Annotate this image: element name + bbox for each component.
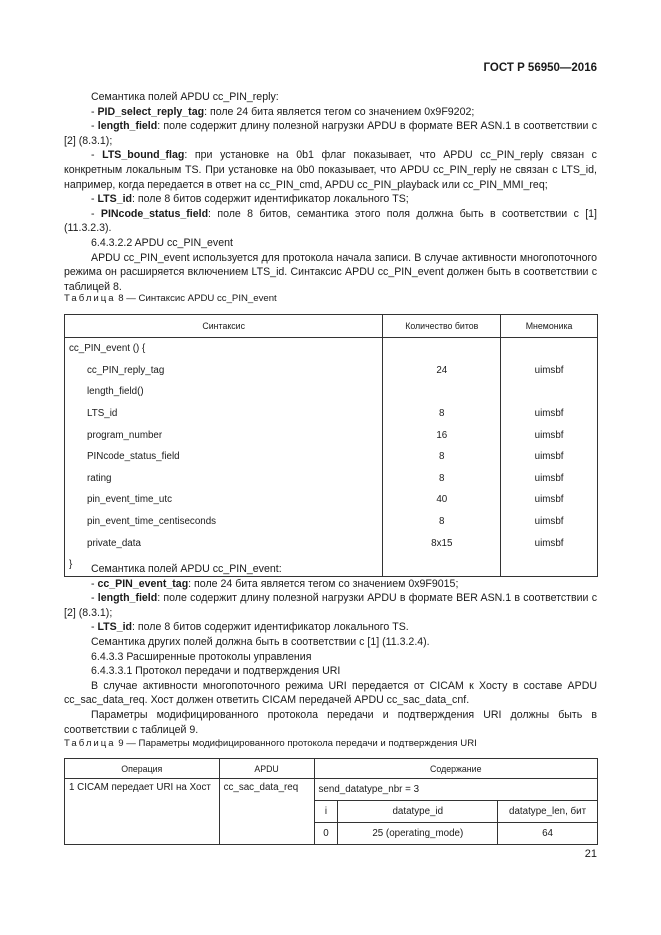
- mnemonic-cell: uimsbf: [501, 532, 598, 554]
- field-name: cc_PIN_event_tag: [97, 577, 189, 590]
- field-desc: - cc_PIN_event_tag: поле 24 бита является тегом со значением 0x9F9015;: [91, 577, 459, 590]
- mnemonic-cell: uimsbf: [501, 424, 598, 446]
- syntax-cell: pin_event_time_utc: [65, 489, 383, 511]
- field-text: : поле 24 бита является тегом со значением 0x9F9202;: [204, 105, 475, 118]
- content-cell: send_datatype_nbr = 3: [314, 779, 597, 801]
- caption-label: Таблица: [64, 293, 116, 304]
- mnemonic-cell: uimsbf: [501, 360, 598, 382]
- cc-pin-event-semantics: [64, 562, 597, 737]
- bits-cell: 16: [383, 424, 501, 446]
- table-row: [65, 360, 598, 382]
- field-desc: - LTS_id: поле 8 битов содержит идентификатор локального TS;: [91, 193, 409, 206]
- syntax-cell: program_number: [65, 424, 383, 446]
- field-desc: - LTS_id: поле 8 битов содержит идентификатор локального TS.: [91, 621, 409, 634]
- table-row: [65, 489, 598, 511]
- field-text: : поле 8 битов содержит идентификатор локального TS;: [132, 193, 409, 206]
- field-name: LTS_id: [97, 193, 133, 206]
- bits-cell: [383, 381, 501, 403]
- field-desc: - PID_select_reply_tag: поле 24 бита является тегом со значением 0x9F9202;: [91, 105, 475, 118]
- mnemonic-cell: uimsbf: [501, 446, 598, 468]
- table-header-row: [65, 759, 598, 779]
- table9: [64, 758, 598, 845]
- field-name: length_field: [97, 592, 158, 605]
- section-heading: 6.4.3.3.1 Протокол передачи и подтверждения URI: [91, 665, 341, 678]
- table8: [64, 314, 598, 577]
- section-heading: 6.4.3.2.2 APDU cc_PIN_event: [91, 236, 233, 249]
- intro: Семантика полей APDU cc_PIN_event:: [91, 563, 282, 575]
- body-text: Параметры модифицированного протокола передачи и подтверждения URI должны быть в соответствии с таблицей 9.: [64, 708, 597, 736]
- field-name: PINcode_status_field: [100, 207, 209, 220]
- syntax-cell: PINcode_status_field: [65, 446, 383, 468]
- body-text: APDU cc_PIN_event используется для протокола начала записи. В случае активности многопоточного режима он расширяется включением LTS_id. Синтаксис APDU cc_PIN_event должен быть в соответствии с таблицей 8.: [64, 251, 597, 293]
- table-row: [65, 403, 598, 425]
- mnemonic-cell: [501, 381, 598, 403]
- mnemonic-cell: [501, 338, 598, 360]
- bits-cell: 8: [383, 468, 501, 490]
- column-header: Количество битов: [383, 315, 501, 338]
- column-header: Мнемоника: [501, 315, 598, 338]
- table-header-row: [65, 315, 598, 338]
- table8-caption: [64, 293, 277, 304]
- sub-cell: 25 (operating_mode): [338, 823, 498, 845]
- body-text: Семантика других полей должна быть в соответствии с [1] (11.3.2.4).: [91, 635, 430, 648]
- syntax-cell: rating: [65, 468, 383, 490]
- syntax-cell: LTS_id: [65, 403, 383, 425]
- column-header: APDU: [219, 759, 314, 779]
- table-row: [65, 338, 598, 360]
- field-desc: - PINcode_status_field: поле 8 битов, семантика этого поля должна быть в соответствии с [1] (11.3.2.3).: [64, 207, 597, 235]
- caption-title: 8 — Синтаксис APDU cc_PIN_event: [115, 293, 277, 304]
- table-row: [65, 381, 598, 403]
- sub-cell: 0: [314, 823, 338, 845]
- sub-header: i: [314, 801, 338, 823]
- syntax-cell: cc_PIN_reply_tag: [65, 360, 383, 382]
- column-header: Содержание: [314, 759, 597, 779]
- apdu-cell: cc_sac_data_req: [219, 779, 314, 845]
- table-row: [65, 446, 598, 468]
- caption-title: 9 — Параметры модифицированного протокола передачи и подтверждения URI: [115, 738, 477, 749]
- table-row: [65, 468, 598, 490]
- field-name: length_field: [97, 120, 158, 133]
- field-name: LTS_id: [97, 621, 133, 634]
- column-header: Операция: [65, 759, 220, 779]
- body-text: В случае активности многопоточного режима URI передается от CICAM к Хосту в составе APDU cc_sac_data_req. Хост должен ответить CICAM передачей APDU cc_sac_data_cnf.: [64, 679, 597, 707]
- sub-header: datatype_len, бит: [498, 801, 598, 823]
- mnemonic-cell: uimsbf: [501, 511, 598, 533]
- cc-pin-reply-semantics: [64, 90, 597, 294]
- table-row: [65, 779, 598, 801]
- table9-caption: [64, 738, 477, 749]
- field-text: : при установке на 0b1 флаг показывает, что APDU cc_PIN_reply связан с конкретным локальным TS. При установке на 0b0 показывает, что APDU cc_PIN_reply не связан с LTS_id, например, когда передается в ответ на cc_PIN_cmd, APDU cc_PIN_playback или cc_PIN_MMI_req;: [64, 149, 597, 191]
- field-desc: - length_field: поле содержит длину полезной нагрузки APDU в формате BER ASN.1 в соответствии с [2] (8.3.1);: [64, 120, 597, 147]
- field-name: LTS_bound_flag: [102, 149, 185, 162]
- syntax-cell: pin_event_time_centiseconds: [65, 511, 383, 533]
- table-row: [65, 511, 598, 533]
- page-number: 21: [584, 848, 597, 860]
- field-text: : поле 8 битов содержит идентификатор локального TS.: [132, 621, 409, 634]
- bits-cell: 8: [383, 446, 501, 468]
- field-desc: - length_field: поле содержит длину полезной нагрузки APDU в формате BER ASN.1 в соответствии с [2] (8.3.1);: [64, 592, 597, 619]
- bits-cell: 40: [383, 489, 501, 511]
- syntax-cell: }: [65, 554, 383, 576]
- field-text: : поле содержит длину полезной нагрузки APDU в формате BER ASN.1 в соответствии с [2] (8.3.1);: [64, 592, 597, 619]
- field-name: PID_select_reply_tag: [97, 105, 205, 118]
- sub-cell: 64: [498, 823, 598, 845]
- field-text: : поле содержит длину полезной нагрузки APDU в формате BER ASN.1 в соответствии с [2] (8.3.1);: [64, 120, 597, 147]
- section-heading: 6.4.3.3 Расширенные протоколы управления: [91, 650, 312, 663]
- field-text: : поле 24 бита является тегом со значением 0x9F9015;: [188, 577, 459, 590]
- intro: Семантика полей APDU cc_PIN_reply:: [91, 91, 279, 103]
- syntax-cell: private_data: [65, 532, 383, 554]
- bits-cell: 24: [383, 360, 501, 382]
- table-row: [65, 532, 598, 554]
- operation-cell: 1 CICAM передает URI на Хост: [65, 779, 220, 845]
- column-header: Синтаксис: [65, 315, 383, 338]
- field-text: : поле 8 битов, семантика этого поля должна быть в соответствии с [1] (11.3.2.3).: [64, 207, 597, 235]
- sub-header: datatype_id: [338, 801, 498, 823]
- caption-label: Таблица: [64, 738, 116, 749]
- field-desc: - LTS_bound_flag: при установке на 0b1 флаг показывает, что APDU cc_PIN_reply связан с конкретным локальным TS. При установке на 0b0 показывает, что APDU cc_PIN_reply не связан с LTS_id, например, когда передается в ответ на cc_PIN_cmd, APDU cc_PIN_playback или cc_PIN_MMI_req;: [64, 149, 597, 191]
- bits-cell: 8x15: [383, 532, 501, 554]
- mnemonic-cell: uimsbf: [501, 403, 598, 425]
- syntax-cell: cc_PIN_event () {: [65, 338, 383, 360]
- table-row: [65, 424, 598, 446]
- bits-cell: 8: [383, 403, 501, 425]
- bits-cell: [383, 338, 501, 360]
- bits-cell: 8: [383, 511, 501, 533]
- mnemonic-cell: uimsbf: [501, 489, 598, 511]
- syntax-cell: length_field(): [65, 381, 383, 403]
- document-code: ГОСТ Р 56950—2016: [483, 62, 597, 74]
- mnemonic-cell: uimsbf: [501, 468, 598, 490]
